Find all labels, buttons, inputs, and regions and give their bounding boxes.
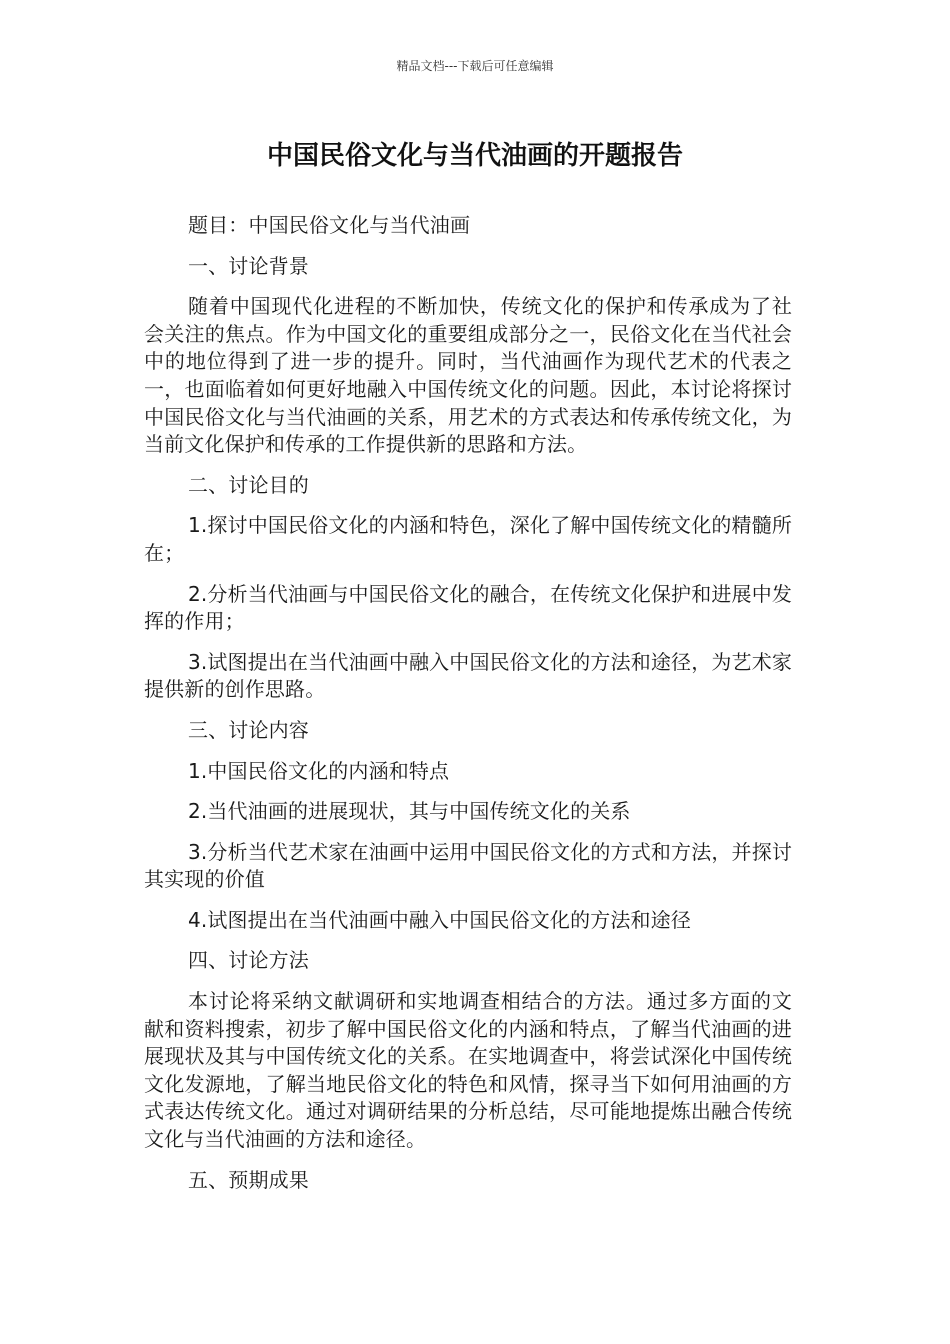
section-heading-background: 一、讨论背景 <box>188 253 309 278</box>
topic-line: 题目：中国民俗文化与当代油画 <box>188 213 471 237</box>
section-heading-method: 四、讨论方法 <box>188 948 309 973</box>
method-paragraph: 本讨论将采纳文献调研和实地调查相结合的方法。通过多方面的文献和资料搜索，初步了解中国民俗文化的内涵和特点，了解当代油画的进展现状及其与中国传统文化的关系。在实地调查中，将尝试深化中国传统文化发源地，了解当地民俗文化的特色和风情，探寻当下如何用油画的方式表达传统文化。通过对调研结果的分析总结，尽可能地提炼出融合传统文化与当代油画的方法和途径。 <box>144 989 792 1152</box>
purpose-item-1: 1.探讨中国民俗文化的内涵和特色，深化了解中国传统文化的精髓所在； <box>144 513 792 565</box>
content-item-1: 1.中国民俗文化的内涵和特点 <box>188 758 450 783</box>
section-heading-expected-results: 五、预期成果 <box>188 1167 309 1192</box>
section-heading-content: 三、讨论内容 <box>188 717 309 742</box>
document-title: 中国民俗文化与当代油画的开题报告 <box>266 141 683 171</box>
page-header-note: 精品文档---下载后可任意编辑 <box>396 59 554 73</box>
content-item-4: 4.试图提出在当代油画中融入中国民俗文化的方法和途径 <box>188 907 691 932</box>
purpose-item-3: 3.试图提出在当代油画中融入中国民俗文化的方法和途径，为艺术家提供新的创作思路。 <box>144 649 792 702</box>
document-body <box>144 212 792 1207</box>
section-heading-purpose: 二、讨论目的 <box>188 472 309 497</box>
content-item-2: 2.当代油画的进展现状，其与中国传统文化的关系 <box>188 799 631 824</box>
content-item-3: 3.分析当代艺术家在油画中运用中国民俗文化的方式和方法，并探讨其实现的价值 <box>144 839 792 892</box>
background-paragraph: 随着中国现代化进程的不断加快，传统文化的保护和传承成为了社会关注的焦点。作为中国文化的重要组成部分之一，民俗文化在当代社会中的地位得到了进一步的提升。同时，当代油画作为现代艺术的代表之一，也面临着如何更好地融入中国传统文化的问题。因此，本讨论将探讨中国民俗文化与当代油画的关系，用艺术的方式表达和传承传统文化，为当前文化保护和传承的工作提供新的思路和方法。 <box>144 294 792 457</box>
purpose-item-2: 2.分析当代油画与中国民俗文化的融合，在传统文化保护和进展中发挥的作用； <box>144 581 792 634</box>
